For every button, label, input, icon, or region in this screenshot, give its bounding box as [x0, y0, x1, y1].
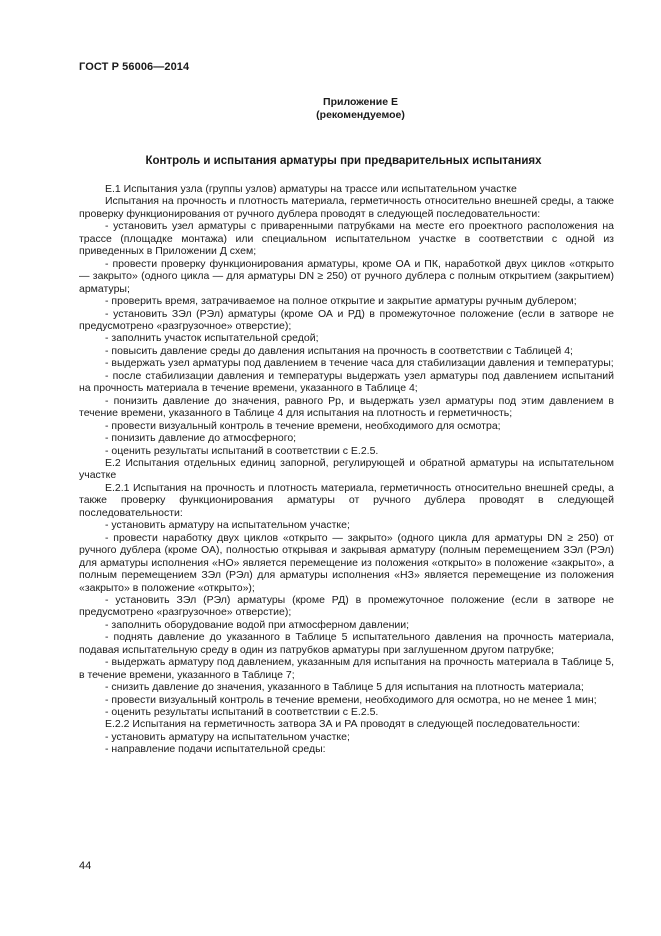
paragraph: - поднять давление до указанного в Таблице 5 испытательного давления на прочность материала, подавая испытательную среду в один из патрубков арматуры при заглушенном другом патрубке; — [79, 631, 614, 656]
paragraph: - заполнить оборудование водой при атмосферном давлении; — [105, 618, 410, 631]
paragraph: - установить ЗЭл (РЭл) арматуры (кроме ОА и РД) в промежуточное положение (если в затворе не предусмотрено «разгрузочное» отверстие); — [79, 307, 614, 332]
paragraph: - установить арматуру на испытательном участке; — [105, 519, 350, 532]
body-text — [79, 183, 614, 756]
paragraph: - снизить давление до значения, указанного в Таблице 5 для испытания на плотность материала; — [105, 681, 584, 694]
paragraph: - заполнить участок испытательной средой; — [105, 332, 319, 345]
paragraph: - после стабилизации давления и температуры выдержать узел арматуры под давлением испытаний на прочность материала в течение времени, указанного в Таблице 4; — [79, 369, 614, 395]
document-code: ГОСТ Р 56006—2014 — [79, 61, 190, 73]
paragraph: - провести наработку двух циклов «открыто — закрыто» (одного цикла для арматуры DN ≥ 250) от ручного дублера (кроме ОА), полностью открывая и закрывая арматуру (полным перемещением ЗЭл (РЭл) для арматуры исполнения «НО» является перемещение из положения «открыто» в положение «закрыто», а полным перемещением ЗЭл (РЭл) для арматуры исполнения «НЗ» является перемещение из положения «закрыто» в положение «открыто»); — [79, 531, 614, 594]
paragraph: - оценить результаты испытаний в соответствии с Е.2.5. — [105, 706, 379, 719]
paragraph: - оценить результаты испытаний в соответствии с Е.2.5. — [105, 444, 379, 457]
paragraph: Е.2.1 Испытания на прочность и плотность материала, герметичность относительно внешней среды, а также проверку функционирования арматуры от ручного дублера проводят в следующей последовательности: — [79, 481, 614, 519]
paragraph: - выдержать узел арматуры под давлением в течение часа для стабилизации давления и температуры; — [105, 357, 614, 370]
page-number: 44 — [79, 860, 92, 872]
paragraph: - понизить давление до значения, равного Рр, и выдержать узел арматуры под этим давлением в течение времени, указанного в Таблице 4 для испытания на плотность и герметичность; — [79, 394, 614, 420]
section-title: Контроль и испытания арматуры при предварительных испытаниях — [145, 155, 542, 167]
paragraph: - понизить давление до атмосферного; — [105, 432, 297, 445]
paragraph: Е.2 Испытания отдельных единиц запорной, регулирующей и обратной арматуры на испытательном участке — [79, 456, 614, 482]
annex-heading — [0, 96, 661, 122]
paragraph: - проверить время, затрачиваемое на полное открытие и закрытие арматуры ручным дублером; — [105, 295, 577, 308]
paragraph: Испытания на прочность и плотность материала, герметичность относительно внешней среды, а также проверку функционирования от ручного дублера проводят в следующей последовательности: — [79, 195, 614, 220]
paragraph: - провести визуальный контроль в течение времени, необходимого для осмотра, но не менее 1 мин; — [105, 693, 597, 706]
paragraph: - установить узел арматуры с приваренными патрубками на месте его проектного расположения на трассе (площадке монтажа) или специальном испытательном участке в соответствии с одной из приведенных в Приложении Д схем; — [79, 220, 614, 258]
paragraph: - установить ЗЭл (РЭл) арматуры (кроме РД) в промежуточное положение (если в затворе не предусмотрено «разгрузочное» отверстие); — [79, 593, 614, 619]
paragraph: - выдержать арматуру под давлением, указанным для испытания на прочность материала в Таблице 5, в течение времени, указанного в Таблице 7; — [79, 656, 614, 681]
paragraph: - повысить давление среды до давления испытания на прочность в соответствии с Таблицей 4; — [105, 344, 573, 357]
paragraph: Е.2.2 Испытания на герметичность затвора ЗА и РА проводят в следующей последовательности: — [105, 718, 581, 731]
paragraph: - провести проверку функционирования арматуры, кроме ОА и ПК, наработкой двух циклов «открыто — закрыто» (одного цикла — для арматуры DN ≥ 250) от ручного дублера с полным открытием (закрытием) арматуры; — [79, 257, 614, 295]
paragraph: Е.1 Испытания узла (группы узлов) арматуры на трассе или испытательном участке — [105, 183, 517, 195]
annex-label: Приложение Е — [323, 96, 398, 108]
paragraph: - провести визуальный контроль в течение времени, необходимого для осмотра; — [105, 419, 501, 432]
annex-status: (рекомендуемое) — [316, 109, 405, 121]
paragraph: - направление подачи испытательной среды: — [105, 743, 326, 756]
paragraph: - установить арматуру на испытательном участке; — [105, 730, 350, 743]
